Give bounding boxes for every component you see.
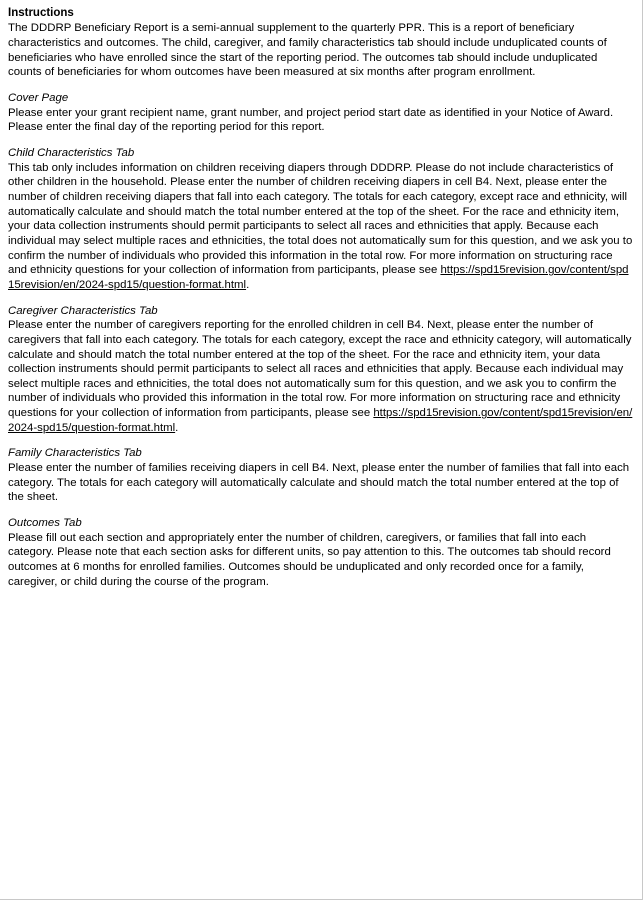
section-heading-family-characteristics: Family Characteristics Tab [8,447,142,460]
section-cover-page [8,91,634,135]
child-body-text-before-link: This tab only includes information on children receiving diapers through DDDRP. Please do not include characteristics of other children in the household. Please enter the number of children receiving diapers in cell B4. Next, please enter the number of children receiving diapers that fall into each category. The totals for each category, except race and ethnicity, will automatically calculate and should match the total number entered at the top of the sheet. For the race and ethnicity item, your data collection instruments should permit participants to select all races and ethnicities that apply. Because each individual may select multiple races and ethnicities, the total does not automatically sum for this question, and we ask you to confirm the number of individuals who provided this information in the total row. For more information on structuring race and ethnicity questions for your collection of information from participants, please see [8,161,633,277]
section-body-cover-page: Please enter your grant recipient name, grant number, and project period start date as identified in your Notice of Award. Please enter the final day of the reporting period for this report. [8,106,614,134]
section-family-characteristics [8,446,634,505]
spd15-question-format-link[interactable]: https://spd15revision.gov/content/spd15revision/en/2024-spd15/question-format.html [8,264,629,291]
child-body-text-after-link: . [246,278,250,291]
section-heading-caregiver-characteristics: Caregiver Characteristics Tab [8,304,158,317]
section-outcomes [8,516,634,589]
section-body-caregiver-characteristics [8,318,634,435]
caregiver-body-text-before-link: Please enter the number of caregivers reporting for the enrolled children in cell B4. Next, please enter the number of caregivers that fall into each category. The totals for each category, except the race and ethnicity category, will automatically calculate and should match the total number entered at the top of the sheet. For the race and ethnicity item, your data collection instruments should permit participants to select all races and ethnicities that apply. Because each individual may select multiple races and ethnicities, the total does not automatically sum for this question, and we ask you to confirm the number of individuals who provided this information in the total row. For more information on structuring race and ethnicity questions for your collection of information from participants, please see [8,319,632,420]
section-heading-outcomes: Outcomes Tab [8,517,82,530]
section-heading-child-characteristics: Child Characteristics Tab [8,146,135,159]
intro-paragraph: The DDDRP Beneficiary Report is a semi-annual supplement to the quarterly PPR. This is a report of beneficiary characteristics and outcomes. The child, caregiver, and family characteristics tab should include unduplicated counts of beneficiaries who have enrolled since the start of the reporting period. The outcomes tab should include unduplicated counts of beneficiaries for whom outcomes have been measured at six months after program enrollment. [8,22,607,79]
section-body-outcomes: Please fill out each section and appropriately enter the number of children, caregivers, or families that fall into each category. Please note that each section asks for different units, so pay attention to this. The outcomes tab should record outcomes at 6 months for enrolled families. Outcomes should be unduplicated and only recorded once for a family, caregiver, or child during the course of the program. [8,531,611,588]
spd15-question-format-link-2[interactable]: https://spd15revision.gov/content/spd15revision/en/2024-spd15/question-format.html [8,407,633,434]
section-body-family-characteristics: Please enter the number of families receiving diapers in cell B4. Next, please enter the number of families that fall into each category. The totals for each category will automatically calculate and should match the total number entered at the top of the sheet. [8,462,630,504]
section-child-characteristics [8,146,634,293]
section-body-child-characteristics [8,161,634,293]
section-heading-cover-page: Cover Page [8,92,69,104]
caregiver-body-text-after-link: . [175,421,179,434]
page-title: Instructions [8,7,74,19]
section-caregiver-characteristics [8,304,634,436]
